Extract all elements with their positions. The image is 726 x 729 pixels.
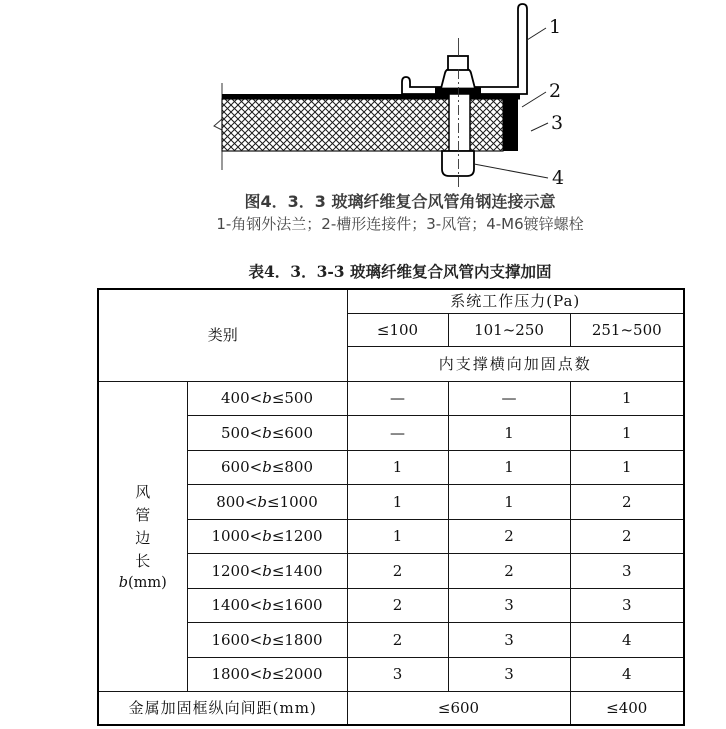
- value-cell: —: [448, 381, 570, 416]
- value-cell: 2: [347, 623, 448, 658]
- value-cell: 3: [570, 554, 684, 589]
- bolt-shaft: [449, 94, 470, 151]
- value-cell: 1: [448, 485, 570, 520]
- leader-line-3: [531, 123, 548, 131]
- value-cell: —: [347, 381, 448, 416]
- reinforcement-table: [97, 288, 685, 726]
- part-label-4: 4: [552, 167, 565, 189]
- value-cell: 2: [570, 519, 684, 554]
- header-pressure: 系统工作压力(Pa): [347, 289, 684, 313]
- footer-value-1: ≤600: [347, 692, 570, 725]
- bolt-nut-bottom: [442, 151, 474, 176]
- footer-value-2: ≤400: [570, 692, 684, 725]
- range-cell: 600<b≤800: [187, 450, 347, 485]
- bolt-head: [448, 56, 468, 70]
- header-col-2: 101~250: [448, 313, 570, 346]
- value-cell: 1: [347, 485, 448, 520]
- value-cell: 2: [570, 485, 684, 520]
- range-cell: 800<b≤1000: [187, 485, 347, 520]
- header-subheader: 内支撑横向加固点数: [347, 346, 684, 381]
- range-cell: 500<b≤600: [187, 416, 347, 451]
- range-cell: 1600<b≤1800: [187, 623, 347, 658]
- leader-line-4: [474, 164, 548, 178]
- side-label-unit: b(mm): [118, 574, 167, 591]
- range-cell: 1200<b≤1400: [187, 554, 347, 589]
- range-cell: 1400<b≤1600: [187, 588, 347, 623]
- range-cell: 1000<b≤1200: [187, 519, 347, 554]
- table-title: 表4．3．3-3 玻璃纤维复合风管内支撑加固: [248, 262, 552, 281]
- value-cell: 1: [570, 381, 684, 416]
- side-label-vertical-text: 风管边长: [135, 482, 151, 571]
- bolt-nut-top: [441, 69, 475, 89]
- figure-legend: 1-角钢外法兰；2-槽形连接件；3-风管；4-M6镀锌螺栓: [216, 215, 584, 233]
- part-label-1: 1: [549, 16, 562, 38]
- table-row: [98, 289, 684, 313]
- value-cell: 1: [347, 450, 448, 485]
- value-cell: 1: [448, 450, 570, 485]
- part-label-2: 2: [549, 80, 562, 102]
- channel-connector-end: [503, 94, 518, 151]
- range-cell: 400<b≤500: [187, 381, 347, 416]
- value-cell: —: [347, 416, 448, 451]
- part-label-3: 3: [551, 112, 564, 134]
- side-label-duct-size: [98, 381, 187, 692]
- table-row: [98, 381, 684, 416]
- range-cell: 1800<b≤2000: [187, 657, 347, 692]
- value-cell: 3: [570, 588, 684, 623]
- value-cell: 2: [448, 554, 570, 589]
- table-row-footer: [98, 692, 684, 725]
- break-notch: [214, 119, 222, 130]
- value-cell: 1: [347, 519, 448, 554]
- value-cell: 3: [448, 588, 570, 623]
- leader-line-1: [527, 28, 546, 40]
- value-cell: 1: [570, 450, 684, 485]
- value-cell: 4: [570, 623, 684, 658]
- value-cell: 2: [448, 519, 570, 554]
- value-cell: 3: [448, 623, 570, 658]
- value-cell: 2: [347, 554, 448, 589]
- header-col-3: 251~500: [570, 313, 684, 346]
- header-category: 类别: [98, 289, 347, 381]
- value-cell: 4: [570, 657, 684, 692]
- footer-label: 金属加固框纵向间距(mm): [98, 692, 347, 725]
- header-col-1: ≤100: [347, 313, 448, 346]
- figure-caption: 图4．3．3 玻璃纤维复合风管角钢连接示意: [244, 192, 556, 211]
- value-cell: 3: [448, 657, 570, 692]
- value-cell: 3: [347, 657, 448, 692]
- value-cell: 1: [570, 416, 684, 451]
- value-cell: 2: [347, 588, 448, 623]
- duct-connection-diagram: [175, 0, 595, 192]
- value-cell: 1: [448, 416, 570, 451]
